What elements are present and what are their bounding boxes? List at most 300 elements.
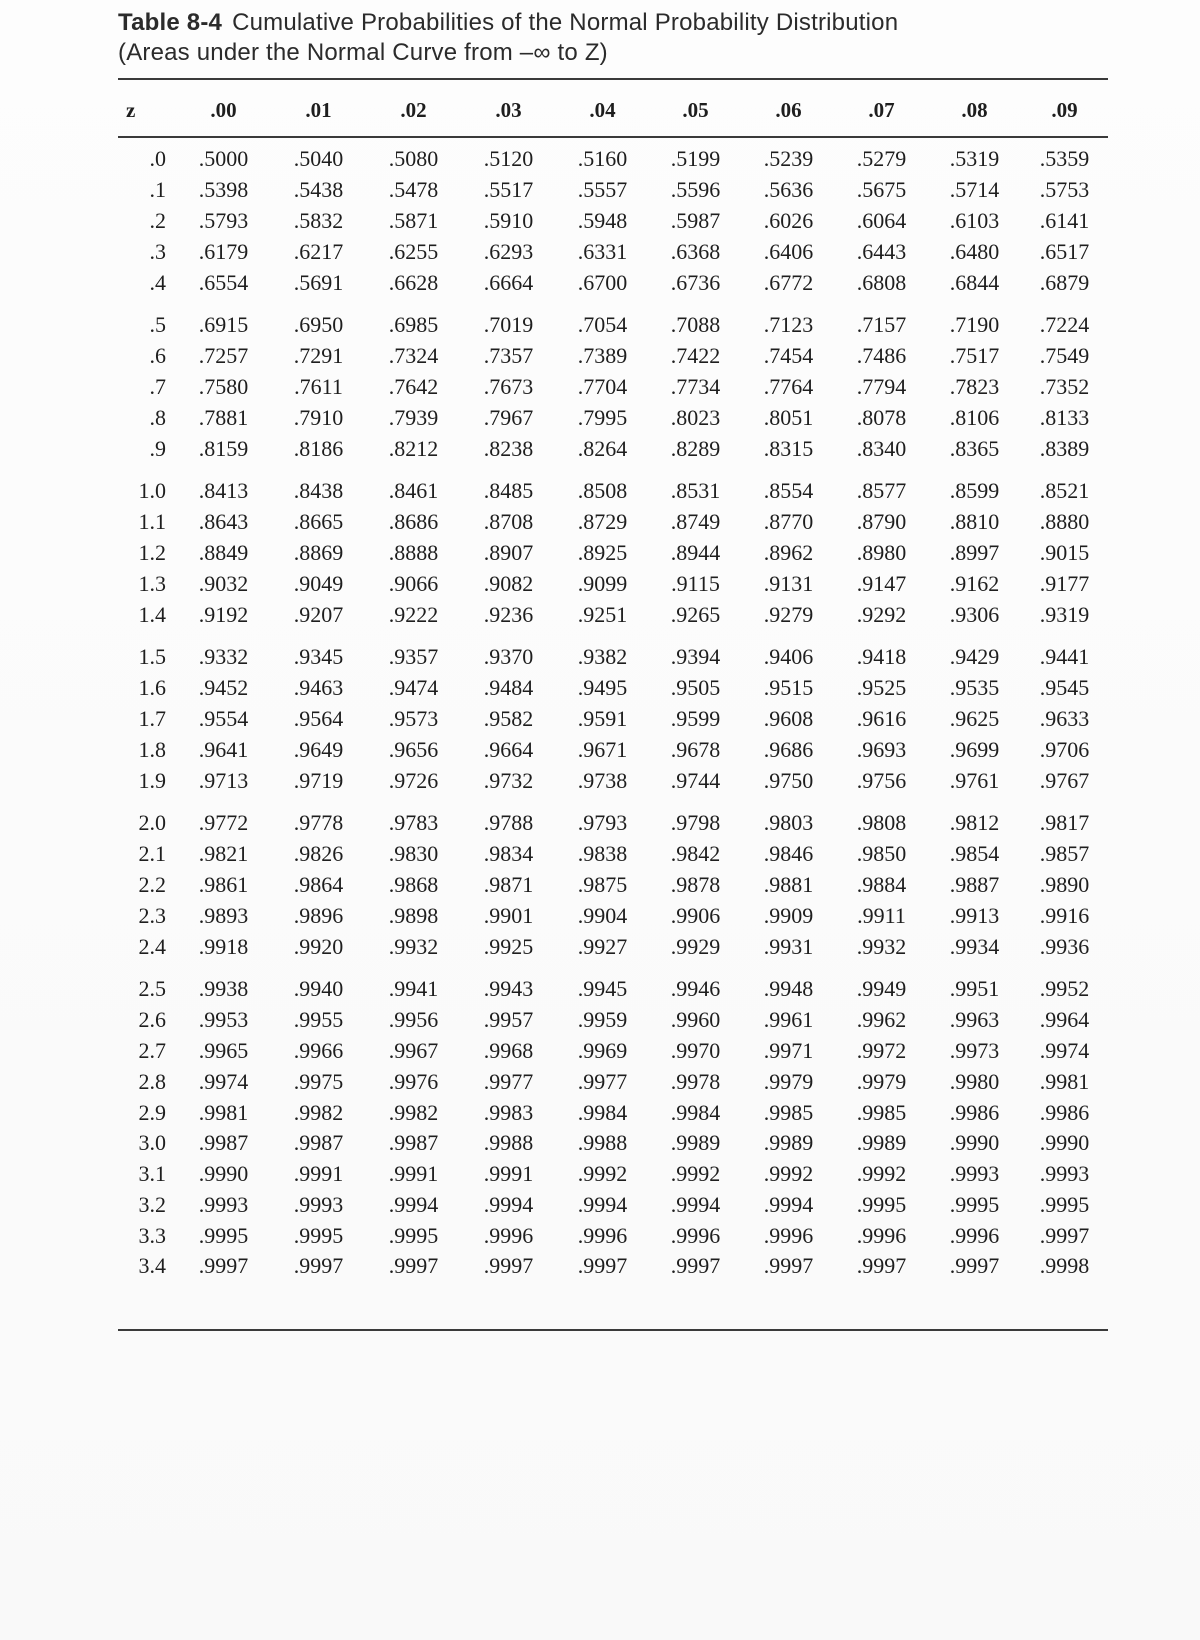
probability-cell: .6026 bbox=[763, 207, 814, 233]
probability-cell: .9988 bbox=[577, 1130, 628, 1156]
probability-cell: .9965 bbox=[198, 1037, 249, 1063]
probability-cell: .9955 bbox=[293, 1007, 344, 1033]
probability-cell: .6255 bbox=[388, 238, 439, 264]
probability-cell: .9994 bbox=[763, 1191, 814, 1217]
probability-cell: .9616 bbox=[856, 705, 907, 731]
probability-cell: .9996 bbox=[763, 1222, 814, 1248]
table-row bbox=[118, 144, 1108, 175]
probability-cell: .8888 bbox=[388, 539, 439, 565]
z-value-cell: 1.3 bbox=[138, 570, 166, 596]
probability-cell: .8133 bbox=[1039, 404, 1090, 430]
probability-cell: .9788 bbox=[483, 810, 534, 836]
probability-cell: .9971 bbox=[763, 1037, 814, 1063]
row-group bbox=[118, 476, 1108, 630]
table-row bbox=[118, 704, 1108, 735]
probability-cell: .6879 bbox=[1039, 269, 1090, 295]
probability-cell: .6179 bbox=[198, 238, 249, 264]
probability-cell: .9987 bbox=[388, 1130, 439, 1156]
z-value-cell: 2.9 bbox=[138, 1099, 166, 1125]
probability-cell: .9984 bbox=[670, 1099, 721, 1125]
probability-cell: .5199 bbox=[670, 146, 721, 172]
probability-cell: .9993 bbox=[293, 1191, 344, 1217]
probability-cell: .7734 bbox=[670, 373, 721, 399]
probability-cell: .9997 bbox=[198, 1253, 249, 1279]
table-row bbox=[118, 870, 1108, 901]
table-label: Table 8-4 bbox=[118, 9, 223, 36]
probability-cell: .9994 bbox=[670, 1191, 721, 1217]
table-row bbox=[118, 538, 1108, 569]
probability-cell: .9973 bbox=[949, 1037, 1000, 1063]
z-value-cell: 3.1 bbox=[138, 1161, 166, 1187]
probability-cell: .7995 bbox=[577, 404, 628, 430]
probability-cell: .9808 bbox=[856, 810, 907, 836]
probability-cell: .9936 bbox=[1039, 933, 1090, 959]
probability-cell: .5040 bbox=[293, 146, 344, 172]
row-group bbox=[118, 144, 1108, 298]
probability-cell: .7704 bbox=[577, 373, 628, 399]
probability-cell: .9649 bbox=[293, 736, 344, 762]
column-header: .09 bbox=[1051, 97, 1078, 122]
probability-cell: .8531 bbox=[670, 478, 721, 504]
probability-cell: .5948 bbox=[577, 207, 628, 233]
probability-cell: .9850 bbox=[856, 841, 907, 867]
probability-cell: .9871 bbox=[483, 871, 534, 897]
table-row bbox=[118, 1190, 1108, 1221]
probability-cell: .9192 bbox=[198, 601, 249, 627]
probability-cell: .9953 bbox=[198, 1007, 249, 1033]
z-value-cell: 2.0 bbox=[138, 810, 166, 836]
probability-cell: .5753 bbox=[1039, 177, 1090, 203]
probability-cell: .8554 bbox=[763, 478, 814, 504]
probability-cell: .9857 bbox=[1039, 841, 1090, 867]
probability-cell: .9750 bbox=[763, 767, 814, 793]
probability-cell: .9967 bbox=[388, 1037, 439, 1063]
probability-cell: .8708 bbox=[483, 509, 534, 535]
table-row bbox=[118, 931, 1108, 962]
probability-cell: .8869 bbox=[293, 539, 344, 565]
probability-cell: .9946 bbox=[670, 976, 721, 1002]
probability-cell: .9989 bbox=[856, 1130, 907, 1156]
probability-cell: .9573 bbox=[388, 705, 439, 731]
probability-cell: .9793 bbox=[577, 810, 628, 836]
z-value-cell: 3.4 bbox=[138, 1253, 166, 1279]
column-header: .05 bbox=[682, 97, 709, 122]
probability-cell: .9991 bbox=[388, 1161, 439, 1187]
probability-cell: .9554 bbox=[198, 705, 249, 731]
z-value-cell: 1.9 bbox=[138, 767, 166, 793]
probability-cell: .9761 bbox=[949, 767, 1000, 793]
probability-cell: .5675 bbox=[856, 177, 907, 203]
probability-cell: .5319 bbox=[949, 146, 1000, 172]
probability-cell: .9949 bbox=[856, 976, 907, 1002]
probability-cell: .9995 bbox=[856, 1191, 907, 1217]
probability-cell: .9913 bbox=[949, 902, 1000, 928]
probability-cell: .8997 bbox=[949, 539, 1000, 565]
probability-cell: .7190 bbox=[949, 312, 1000, 338]
probability-cell: .9911 bbox=[857, 902, 906, 928]
probability-cell: .9989 bbox=[670, 1130, 721, 1156]
probability-cell: .6480 bbox=[949, 238, 1000, 264]
probability-cell: .9977 bbox=[483, 1068, 534, 1094]
probability-cell: .9990 bbox=[1039, 1130, 1090, 1156]
z-value-cell: .1 bbox=[149, 177, 166, 203]
probability-cell: .6064 bbox=[856, 207, 907, 233]
probability-cell: .9920 bbox=[293, 933, 344, 959]
z-value-cell: 1.1 bbox=[138, 509, 166, 535]
z-value-cell: 1.6 bbox=[138, 675, 166, 701]
probability-cell: .9693 bbox=[856, 736, 907, 762]
probability-cell: .9834 bbox=[483, 841, 534, 867]
probability-cell: .9985 bbox=[856, 1099, 907, 1125]
column-header: .02 bbox=[400, 97, 427, 122]
probability-cell: .8665 bbox=[293, 509, 344, 535]
probability-cell: .9909 bbox=[763, 902, 814, 928]
probability-cell: .9963 bbox=[949, 1007, 1000, 1033]
probability-cell: .6141 bbox=[1039, 207, 1090, 233]
probability-cell: .9932 bbox=[388, 933, 439, 959]
table-row bbox=[118, 433, 1108, 464]
table-row bbox=[118, 476, 1108, 507]
probability-cell: .8438 bbox=[293, 478, 344, 504]
probability-cell: .7673 bbox=[483, 373, 534, 399]
probability-cell: .9996 bbox=[856, 1222, 907, 1248]
probability-cell: .8461 bbox=[388, 478, 439, 504]
z-value-cell: 1.4 bbox=[138, 601, 166, 627]
probability-cell: .9564 bbox=[293, 705, 344, 731]
z-value-cell: 3.3 bbox=[138, 1222, 166, 1248]
probability-cell: .5239 bbox=[763, 146, 814, 172]
probability-cell: .6554 bbox=[198, 269, 249, 295]
probability-cell: .9625 bbox=[949, 705, 1000, 731]
probability-cell: .9878 bbox=[670, 871, 721, 897]
probability-cell: .9898 bbox=[388, 902, 439, 928]
probability-cell: .9515 bbox=[763, 675, 814, 701]
probability-cell: .7422 bbox=[670, 343, 721, 369]
probability-cell: .9803 bbox=[763, 810, 814, 836]
probability-cell: .5793 bbox=[198, 207, 249, 233]
probability-cell: .9918 bbox=[198, 933, 249, 959]
table-row bbox=[118, 1220, 1108, 1251]
probability-cell: .8159 bbox=[198, 435, 249, 461]
probability-cell: .9997 bbox=[293, 1253, 344, 1279]
z-value-cell: 2.7 bbox=[138, 1037, 166, 1063]
probability-cell: .5000 bbox=[198, 146, 249, 172]
column-header-z: z bbox=[126, 97, 136, 122]
table-row bbox=[118, 1005, 1108, 1036]
probability-cell: .9505 bbox=[670, 675, 721, 701]
probability-cell: .9997 bbox=[856, 1253, 907, 1279]
probability-cell: .8485 bbox=[483, 478, 534, 504]
probability-cell: .9207 bbox=[293, 601, 344, 627]
table-row bbox=[118, 1159, 1108, 1190]
probability-cell: .6331 bbox=[577, 238, 628, 264]
probability-cell: .9978 bbox=[670, 1068, 721, 1094]
probability-cell: .9599 bbox=[670, 705, 721, 731]
table-row bbox=[118, 1128, 1108, 1159]
probability-cell: .5910 bbox=[483, 207, 534, 233]
z-value-cell: 1.8 bbox=[138, 736, 166, 762]
probability-cell: .9981 bbox=[1039, 1068, 1090, 1094]
probability-cell: .8749 bbox=[670, 509, 721, 535]
probability-cell: .9357 bbox=[388, 644, 439, 670]
probability-cell: .9993 bbox=[1039, 1161, 1090, 1187]
probability-cell: .5691 bbox=[293, 269, 344, 295]
bottom-rule bbox=[118, 1329, 1108, 1331]
table-row bbox=[118, 1036, 1108, 1067]
z-value-cell: 3.2 bbox=[138, 1191, 166, 1217]
probability-cell: .6664 bbox=[483, 269, 534, 295]
z-value-cell: 2.3 bbox=[138, 902, 166, 928]
probability-cell: .9993 bbox=[198, 1191, 249, 1217]
probability-cell: .8212 bbox=[388, 435, 439, 461]
table-row bbox=[118, 310, 1108, 341]
probability-cell: .8962 bbox=[763, 539, 814, 565]
probability-cell: .9292 bbox=[856, 601, 907, 627]
z-value-cell: .4 bbox=[149, 269, 166, 295]
probability-cell: .9817 bbox=[1039, 810, 1090, 836]
probability-cell: .9980 bbox=[949, 1068, 1000, 1094]
probability-cell: .9986 bbox=[1039, 1099, 1090, 1125]
probability-cell: .9236 bbox=[483, 601, 534, 627]
probability-cell: .9099 bbox=[577, 570, 628, 596]
probability-cell: .9979 bbox=[763, 1068, 814, 1094]
probability-cell: .7357 bbox=[483, 343, 534, 369]
probability-cell: .7967 bbox=[483, 404, 534, 430]
probability-cell: .9906 bbox=[670, 902, 721, 928]
probability-cell: .9964 bbox=[1039, 1007, 1090, 1033]
probability-cell: .5438 bbox=[293, 177, 344, 203]
probability-cell: .7157 bbox=[856, 312, 907, 338]
column-header: .04 bbox=[589, 97, 616, 122]
probability-cell: .6700 bbox=[577, 269, 628, 295]
caption-line-1 bbox=[118, 8, 1118, 38]
probability-cell: .9970 bbox=[670, 1037, 721, 1063]
probability-cell: .9015 bbox=[1039, 539, 1090, 565]
probability-cell: .9981 bbox=[198, 1099, 249, 1125]
probability-cell: .9991 bbox=[483, 1161, 534, 1187]
probability-cell: .5596 bbox=[670, 177, 721, 203]
probability-cell: .8849 bbox=[198, 539, 249, 565]
z-value-cell: .3 bbox=[149, 238, 166, 264]
probability-cell: .9222 bbox=[388, 601, 439, 627]
probability-cell: .9934 bbox=[949, 933, 1000, 959]
probability-cell: .9429 bbox=[949, 644, 1000, 670]
probability-cell: .9664 bbox=[483, 736, 534, 762]
probability-cell: .8106 bbox=[949, 404, 1000, 430]
probability-cell: .7224 bbox=[1039, 312, 1090, 338]
probability-cell: .7123 bbox=[763, 312, 814, 338]
probability-cell: .9994 bbox=[388, 1191, 439, 1217]
probability-cell: .9582 bbox=[483, 705, 534, 731]
table-row bbox=[118, 808, 1108, 839]
z-value-cell: .9 bbox=[149, 435, 166, 461]
table-row bbox=[118, 673, 1108, 704]
z-value-cell: 1.7 bbox=[138, 705, 166, 731]
probability-cell: .9382 bbox=[577, 644, 628, 670]
probability-cell: .8599 bbox=[949, 478, 1000, 504]
probability-cell: .8264 bbox=[577, 435, 628, 461]
probability-cell: .9995 bbox=[1039, 1191, 1090, 1217]
probability-cell: .9678 bbox=[670, 736, 721, 762]
probability-cell: .7794 bbox=[856, 373, 907, 399]
probability-cell: .9887 bbox=[949, 871, 1000, 897]
probability-cell: .9394 bbox=[670, 644, 721, 670]
probability-cell: .9986 bbox=[949, 1099, 1000, 1125]
probability-cell: .7324 bbox=[388, 343, 439, 369]
probability-cell: .9990 bbox=[949, 1130, 1000, 1156]
probability-cell: .7486 bbox=[856, 343, 907, 369]
probability-cell: .9686 bbox=[763, 736, 814, 762]
row-group bbox=[118, 974, 1108, 1282]
probability-cell: .8907 bbox=[483, 539, 534, 565]
probability-cell: .5160 bbox=[577, 146, 628, 172]
probability-cell: .6406 bbox=[763, 238, 814, 264]
probability-cell: .9756 bbox=[856, 767, 907, 793]
probability-cell: .9983 bbox=[483, 1099, 534, 1125]
probability-cell: .6808 bbox=[856, 269, 907, 295]
probability-cell: .9997 bbox=[483, 1253, 534, 1279]
probability-cell: .6736 bbox=[670, 269, 721, 295]
probability-cell: .9474 bbox=[388, 675, 439, 701]
probability-cell: .8238 bbox=[483, 435, 534, 461]
probability-cell: .9996 bbox=[577, 1222, 628, 1248]
probability-cell: .9767 bbox=[1039, 767, 1090, 793]
probability-cell: .9992 bbox=[763, 1161, 814, 1187]
probability-cell: .8186 bbox=[293, 435, 344, 461]
probability-cell: .9962 bbox=[856, 1007, 907, 1033]
row-group bbox=[118, 310, 1108, 464]
probability-cell: .9332 bbox=[198, 644, 249, 670]
probability-cell: .9452 bbox=[198, 675, 249, 701]
probability-cell: .5478 bbox=[388, 177, 439, 203]
probability-cell: .9982 bbox=[293, 1099, 344, 1125]
probability-cell: .9641 bbox=[198, 736, 249, 762]
probability-cell: .9738 bbox=[577, 767, 628, 793]
probability-cell: .9719 bbox=[293, 767, 344, 793]
probability-cell: .9977 bbox=[577, 1068, 628, 1094]
probability-cell: .9861 bbox=[198, 871, 249, 897]
probability-cell: .6628 bbox=[388, 269, 439, 295]
probability-cell: .8880 bbox=[1039, 509, 1090, 535]
probability-cell: .6844 bbox=[949, 269, 1000, 295]
probability-cell: .8413 bbox=[198, 478, 249, 504]
probability-cell: .9984 bbox=[577, 1099, 628, 1125]
probability-cell: .5832 bbox=[293, 207, 344, 233]
probability-cell: .9279 bbox=[763, 601, 814, 627]
probability-cell: .7019 bbox=[483, 312, 534, 338]
probability-cell: .9994 bbox=[483, 1191, 534, 1217]
probability-cell: .9929 bbox=[670, 933, 721, 959]
probability-cell: .7549 bbox=[1039, 343, 1090, 369]
table-row bbox=[118, 236, 1108, 267]
probability-cell: .8521 bbox=[1039, 478, 1090, 504]
probability-cell: .9319 bbox=[1039, 601, 1090, 627]
table-subtitle: (Areas under the Normal Curve from –∞ to Z) bbox=[118, 39, 608, 66]
probability-cell: .9992 bbox=[856, 1161, 907, 1187]
table-row bbox=[118, 839, 1108, 870]
probability-cell: .9995 bbox=[388, 1222, 439, 1248]
probability-cell: .6915 bbox=[198, 312, 249, 338]
probability-cell: .9979 bbox=[856, 1068, 907, 1094]
probability-cell: .5517 bbox=[483, 177, 534, 203]
z-value-cell: 2.5 bbox=[138, 976, 166, 1002]
probability-cell: .9896 bbox=[293, 902, 344, 928]
probability-cell: .5080 bbox=[388, 146, 439, 172]
probability-cell: .9975 bbox=[293, 1068, 344, 1094]
probability-cell: .8365 bbox=[949, 435, 1000, 461]
probability-cell: .9904 bbox=[577, 902, 628, 928]
z-value-cell: 2.1 bbox=[138, 841, 166, 867]
probability-cell: .9656 bbox=[388, 736, 439, 762]
z-value-cell: .2 bbox=[149, 207, 166, 233]
column-header: .00 bbox=[210, 97, 237, 122]
probability-cell: .8315 bbox=[763, 435, 814, 461]
probability-cell: .9992 bbox=[577, 1161, 628, 1187]
table-header-row bbox=[118, 84, 1108, 136]
probability-cell: .9726 bbox=[388, 767, 439, 793]
probability-cell: .9115 bbox=[671, 570, 720, 596]
table-row bbox=[118, 372, 1108, 403]
probability-cell: .9988 bbox=[483, 1130, 534, 1156]
probability-cell: .9995 bbox=[198, 1222, 249, 1248]
row-group bbox=[118, 642, 1108, 796]
probability-cell: .5557 bbox=[577, 177, 628, 203]
table-caption bbox=[118, 8, 1118, 68]
probability-cell: .9744 bbox=[670, 767, 721, 793]
probability-cell: .9997 bbox=[388, 1253, 439, 1279]
probability-cell: .9966 bbox=[293, 1037, 344, 1063]
probability-cell: .8051 bbox=[763, 404, 814, 430]
probability-cell: .9943 bbox=[483, 976, 534, 1002]
probability-cell: .9864 bbox=[293, 871, 344, 897]
probability-cell: .5714 bbox=[949, 177, 1000, 203]
probability-cell: .9997 bbox=[763, 1253, 814, 1279]
probability-cell: .5987 bbox=[670, 207, 721, 233]
probability-cell: .9591 bbox=[577, 705, 628, 731]
probability-cell: .9990 bbox=[198, 1161, 249, 1187]
probability-cell: .9633 bbox=[1039, 705, 1090, 731]
probability-cell: .9997 bbox=[670, 1253, 721, 1279]
probability-cell: .9772 bbox=[198, 810, 249, 836]
z-value-cell: 1.5 bbox=[138, 644, 166, 670]
probability-cell: .9995 bbox=[293, 1222, 344, 1248]
probability-cell: .9987 bbox=[198, 1130, 249, 1156]
probability-cell: .8980 bbox=[856, 539, 907, 565]
probability-cell: .9957 bbox=[483, 1007, 534, 1033]
probability-cell: .9032 bbox=[198, 570, 249, 596]
z-value-cell: 2.2 bbox=[138, 871, 166, 897]
probability-cell: .5398 bbox=[198, 177, 249, 203]
probability-cell: .7642 bbox=[388, 373, 439, 399]
probability-cell: .9778 bbox=[293, 810, 344, 836]
probability-cell: .6103 bbox=[949, 207, 1000, 233]
probability-cell: .9370 bbox=[483, 644, 534, 670]
probability-cell: .9925 bbox=[483, 933, 534, 959]
probability-cell: .7291 bbox=[293, 343, 344, 369]
probability-cell: .9982 bbox=[388, 1099, 439, 1125]
probability-cell: .9938 bbox=[198, 976, 249, 1002]
probability-cell: .9996 bbox=[483, 1222, 534, 1248]
probability-cell: .9987 bbox=[293, 1130, 344, 1156]
probability-cell: .9993 bbox=[949, 1161, 1000, 1187]
probability-cell: .9974 bbox=[198, 1068, 249, 1094]
table-row bbox=[118, 1251, 1108, 1282]
probability-cell: .9969 bbox=[577, 1037, 628, 1063]
probability-cell: .9945 bbox=[577, 976, 628, 1002]
probability-cell: .9890 bbox=[1039, 871, 1090, 897]
probability-cell: .8729 bbox=[577, 509, 628, 535]
probability-cell: .9995 bbox=[949, 1191, 1000, 1217]
